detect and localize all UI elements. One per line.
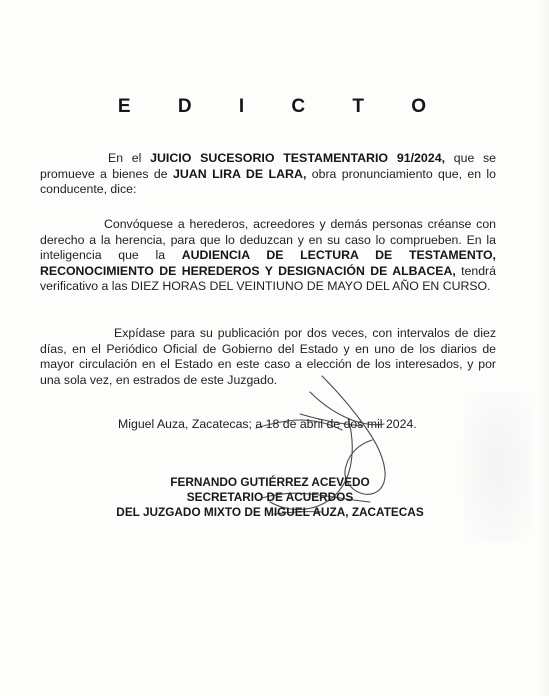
summons-paragraph bbox=[40, 217, 496, 295]
document-title: E D I C T O bbox=[117, 96, 448, 117]
publication-paragraph bbox=[40, 326, 496, 388]
summons-text-2: tendrá verificativo a las DIEZ HORAS DEL VEINTIUNO DE MAYO DEL AÑO EN CURSO. bbox=[40, 263, 496, 294]
signatory-court: DEL JUZGADO MIXTO DE MIGUEL AUZA, ZACATECAS bbox=[116, 505, 424, 519]
intro-text-3: obra pronunciamiento que, en lo conducente, dice: bbox=[40, 166, 496, 197]
signatory-name: FERNANDO GUTIÉRREZ ACEVEDO bbox=[170, 475, 370, 489]
deceased-name: JUAN LIRA DE LARA, bbox=[172, 166, 307, 181]
intro-text-1: En el bbox=[108, 151, 151, 165]
signatory-position: SECRETARIO DE ACUERDOS bbox=[186, 490, 354, 504]
signature-block bbox=[60, 475, 480, 520]
summons-text-1: Convóquese a herederos, acreedores y demás personas créanse con derecho a la herencia, para que lo deduzcan y en su caso lo comprueben. En la inteligencia que la bbox=[40, 217, 496, 263]
intro-text-2: que se promueve a bienes de bbox=[40, 151, 496, 181]
hearing-name: AUDIENCIA DE LECTURA DE TESTAMENTO, RECONOCIMIENTO DE HEREDEROS Y DESIGNACIÓN DE ALBACEA, bbox=[40, 248, 496, 278]
case-number: JUICIO SUCESORIO TESTAMENTARIO 91/2024, bbox=[150, 151, 446, 165]
intro-paragraph bbox=[40, 151, 496, 198]
publication-text: Expídase para su publicación por dos veces, con intervalos de diez días, en el Periódico Oficial de Gobierno del Estado y en uno de los diarios de mayor circulación en el Estado en este caso a elección de los interesados, y por una sola vez, en estrados de este Juzgado. bbox=[40, 326, 496, 387]
place-date-line: Miguel Auza, Zacatecas; a 18 de abril de dos mil 2024. bbox=[118, 417, 417, 431]
